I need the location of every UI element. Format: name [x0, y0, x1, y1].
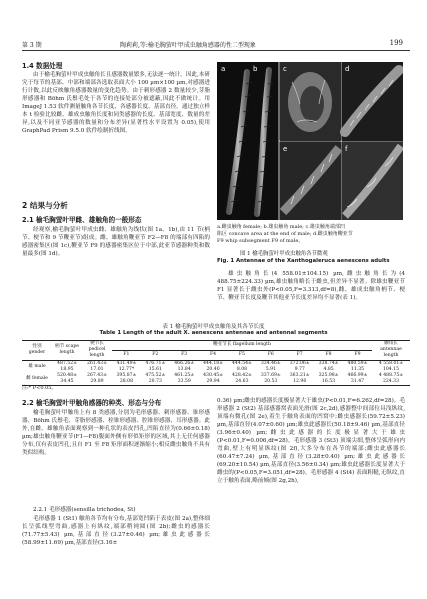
- panel-c-concave-area: [280, 62, 341, 141]
- col-header-f5: F5: [228, 350, 257, 360]
- table-cell: 5.91: [265, 366, 276, 372]
- table-cell: 20.73: [148, 379, 162, 385]
- caption-line: 陷区 concave area at the end of male; d.雌虫触角鞭亚节: [217, 231, 353, 237]
- table-cell: 444.54±: [231, 360, 252, 366]
- page-number: 199: [389, 39, 403, 47]
- col-header-scape: 柄节 scape length: [52, 341, 82, 361]
- running-head-issue: 第 3 期: [22, 42, 42, 49]
- table-cell: 34.45: [60, 379, 74, 385]
- panel-label: c: [283, 65, 287, 73]
- table-cell: 475.52±: [145, 373, 166, 379]
- table-cell: 466.99±: [347, 373, 368, 379]
- panel-e: [280, 142, 341, 220]
- table-cell: 104.15: [382, 366, 400, 372]
- figure-title-en: Fig. 1 Antennae of the Xanthogaleruca aenescens adults: [217, 258, 390, 264]
- table-cell: 430.45±: [203, 373, 224, 379]
- table-cell: 8.08: [236, 366, 248, 372]
- table-cell: 461.25±: [174, 373, 195, 379]
- col-header-total: 触角长 antennae length: [372, 341, 410, 361]
- table-cell: 15.61: [148, 366, 162, 372]
- table-cell: 31.47: [350, 379, 365, 385]
- caption-line: a.雌虫触角 female; b.雄虫触角 male; c.雄虫触角端部凹: [217, 224, 345, 230]
- paragraph-text: 经观察,榆毛胸萤叶甲成虫雌、雄触角为线状(图 1a、1b),由 11 节(柄节、梗节和 9 节鞭亚节)组成。雌、雄触角鞭亚节 F2—F8 的端部有四陷的感器密集区(图 1c),鞭亚节 F9 的感器密集区位于中部,此亚节感器种类和数量最多(图 1d)。: [22, 227, 210, 258]
- table-cell: 18.95: [60, 366, 74, 372]
- paragraph-sensilla-types: [22, 409, 210, 457]
- table-cell: 520.48±: [57, 373, 77, 379]
- table-note: 注:* P<0.05。: [22, 385, 57, 391]
- paragraph-text: 由于榆毛胸萤叶甲成虫触角长且感器数量繁多,无法逐一统计。因此,本研究于每节的基部、中部和端部各选取表面大小 100 µm×100 µm,对感器进行计数,以此反映触角感器数量的变化趋势。由于刺形感器 2 数量较少,芽脂形感器和 Böhm 氏鬃毛处于各节的连接处部分被遮蔽,因此不做统计。用 ImageJ 1.53 软件测量触角各节长度、各感器长度、基部直径。通过独立样本 t 检验比较雌、雄成虫触角长度和同类感器的长度、基部宽度、数量的差异,以及不同亚节感器的数量和分布差异(显著性水平设置为 0.05),使用 GraphPad Prism 9.5.0 软件绘制折线图。: [22, 72, 210, 135]
- caption-line: F9 whip subsegment F9 of male。: [217, 238, 304, 244]
- table-cell: 395.87±: [116, 373, 137, 379]
- table-cell: 334.46±: [260, 360, 281, 366]
- table-cell: 267.43±: [87, 373, 107, 379]
- table-cell: 11.35: [350, 366, 365, 372]
- table-cell: 13.84: [177, 366, 191, 372]
- table-cell: 16.53: [321, 379, 336, 385]
- table-cell: 325.98±: [318, 373, 339, 379]
- table-row-female-sd: [22, 379, 410, 386]
- table-cell: 12.77*: [118, 366, 135, 372]
- panel-label: b: [253, 65, 258, 73]
- section-heading-2-2: 2.2 榆毛胸萤叶甲触角感器的种类、形态与分布: [22, 399, 162, 407]
- table-cell: 33.59: [177, 379, 191, 385]
- col-header-f1: F1: [112, 350, 141, 360]
- panel-f: [342, 142, 403, 220]
- table-row-male-mean: [22, 360, 410, 367]
- table-cell: 338.74±: [318, 360, 339, 366]
- table-cell: 337.69±: [260, 373, 281, 379]
- table-cell: 9.77: [294, 366, 305, 372]
- paragraph-antenna-length: [217, 270, 405, 302]
- section-heading-2-2-1: 2.2.1 毛形感器(sensilla trichodea, St): [33, 507, 136, 513]
- panel-label: f: [345, 145, 348, 153]
- row-label-male: 雄 male: [28, 363, 46, 369]
- table-cell: 24.63: [235, 379, 249, 385]
- row-label-female: 雌 female: [22, 373, 52, 386]
- figure-title-cn: 图 1 榆毛胸萤叶甲成虫触角各节微观: [240, 251, 328, 257]
- panel-d-whip-subsegment-f9: [342, 62, 403, 141]
- section-heading-2-1: 2.1 榆毛胸萤叶甲雌、雄触角的一般形态: [22, 216, 142, 224]
- table-cell: 4 488.75±: [378, 373, 404, 379]
- table-cell: 363.21±: [289, 373, 310, 379]
- col-header-gender: 性别 gender: [22, 341, 52, 361]
- figure-caption: [217, 224, 407, 245]
- table-cell: 28.08: [119, 379, 134, 385]
- micrograph-panels: [217, 62, 403, 220]
- table-cell: 487.52±: [57, 360, 77, 366]
- col-header-f2: F2: [141, 350, 170, 360]
- table-cell: 20.53: [264, 379, 278, 385]
- table-cell: 444.18±: [203, 360, 224, 366]
- table-cell: 4 558.01±: [378, 360, 404, 366]
- paragraph-text: 0.36) µm;雌虫的感器长度极显著大于雄虫(P<0.01,F=6.262,df=28)。毛形感器 2 (St2) 基部感器窝表面光滑(图 2c,2d),感器整中间部位具浅纵纹,顶端有微孔(图 2e),着生于触角表面的凹窝中;雌虫感器长(59.72±5.23) µm,基部直径(4.07±0.60) µm;雄虫此感器长(50.18±9.46) µm,基部直径(3.96±0.40) µm;雌虫此感器的长度极显著大于雄虫(P<0.01,F=0.006,df=28)。毛形感器 3 (St3) 顶端尖细,整体呈弧形向内弯曲,壁上有明显纵纹(图 2f),大多分布在各节的端部;雌虫此感器长(60.47±7.24) µm,基部直径(3.28±0.40) µm;雄虫此感器长(69.20±10.54) µm,基部直径(3.56±0.34) µm;雄虫此感器长度显著大于雌虫的(P<0.05,F=3.051,df=28)。毛形感器 4 (St4) 表面粗糙,无纵纹,直立于触角表面,略前倾(图 2g,2h),: [217, 398, 405, 485]
- col-header-f6: F6: [256, 350, 285, 360]
- table-1: [22, 340, 410, 386]
- paragraph-sensilla-trichodea: [22, 515, 210, 547]
- panel-label: d: [345, 65, 350, 73]
- table-cell: 431.49±: [116, 360, 137, 366]
- table-cell: 29.89: [90, 379, 104, 385]
- col-header-f7: F7: [285, 350, 314, 360]
- paragraph-text: 雄虫触角长(4 558.01±104.15) µm,雌虫触角长为(4 488.75±224.33) µm,雄虫触角略长于雌虫,但差异不显著。除雄虫鞭亚节 F1 显著长于雌虫外(P<0.05,F=3.313,df=8),雌、雄成虫触角柄节、梗节、鞭亚节长度及鞭节其他亚节长度差异均不显著(表 1)。: [217, 271, 405, 302]
- table-title-en: Table 1 Length of the adult X. aenescens antennae and antennal segments: [99, 330, 328, 336]
- section-heading-1-4: 1.4 数据处理: [22, 62, 63, 70]
- col-header-f3: F3: [170, 350, 199, 360]
- paragraph-text: 毛形感器 1 (St1) 触角各节均有分布,基部宽凹陷于表皮(图 2a),整体细长呈弧线型弯曲,感器上有纵纹,端部稍钝圆(图 2b);雌虫的感器长(71.77±5.43) µm,基部直径(3.27±0.46) µm;雄虫此感器长(58.99±11.69) µm,基部直径(3.16±: [22, 516, 210, 547]
- table-cell: 466.26±: [174, 360, 195, 366]
- header-rule: [22, 50, 410, 51]
- col-header-pedicel: 梗节长 pedicel length: [82, 341, 112, 361]
- table-cell: 20.40: [206, 366, 220, 372]
- table-cell: 17.01: [90, 366, 104, 372]
- section-heading-2: 2 结果与分析: [22, 201, 68, 210]
- col-header-f4: F4: [199, 350, 228, 360]
- table-cell: 29.94: [206, 379, 220, 385]
- table-cell: 12.96: [293, 379, 307, 385]
- table-cell: 476.71±: [145, 360, 166, 366]
- panel-label: e: [283, 145, 288, 153]
- paragraph-text: 榆毛胸萤叶甲触角上有 8 类感器,分别为毛形感器、刺形感器、锥形感器、Böhm 氏鬃毛、芽脂形感器、栓锥形感器、腔锥形感器、耳形感器。此外,在雌、雄触角表面观察到一种孔状的表皮凹孔,凹陷直径为(0.66±0.18) µm;雄虫触角鞭亚节(F1—F8)腹面外侧有形似矩形的区域,其上无任何感器分布,仅有表皮凹孔,且自 F1 至 F8 矩形面积逐渐缩小;相反雌虫触角不具有类似结构。: [22, 410, 210, 457]
- col-header-flagellum: 鞭亚节长 flagellum length: [112, 341, 372, 351]
- table-cell: 224.33: [382, 379, 400, 385]
- table-cell: 4.85: [323, 366, 334, 372]
- paragraph-general-morphology: [22, 226, 210, 258]
- table-title-cn: 表 1 榆毛胸萤叶甲成虫触角及其各节长度: [162, 324, 265, 330]
- col-header-f9: F9: [343, 350, 372, 360]
- table-cell: 428.42±: [231, 373, 252, 379]
- figure-1-micrographs: [217, 62, 403, 220]
- col-header-f8: F8: [314, 350, 343, 360]
- table-cell: 372.06±: [289, 360, 310, 366]
- paragraph-data-processing: [22, 71, 210, 135]
- paragraph-sensilla-trichodea-cont: [217, 397, 405, 486]
- running-head-title: 陶莉莉,等:榆毛胸萤叶甲成虫触角感器的性二型现象: [120, 42, 256, 49]
- panel-label: a: [221, 65, 226, 73]
- table-cell: 480.59±: [347, 360, 368, 366]
- table-cell: 261.43±: [87, 360, 107, 366]
